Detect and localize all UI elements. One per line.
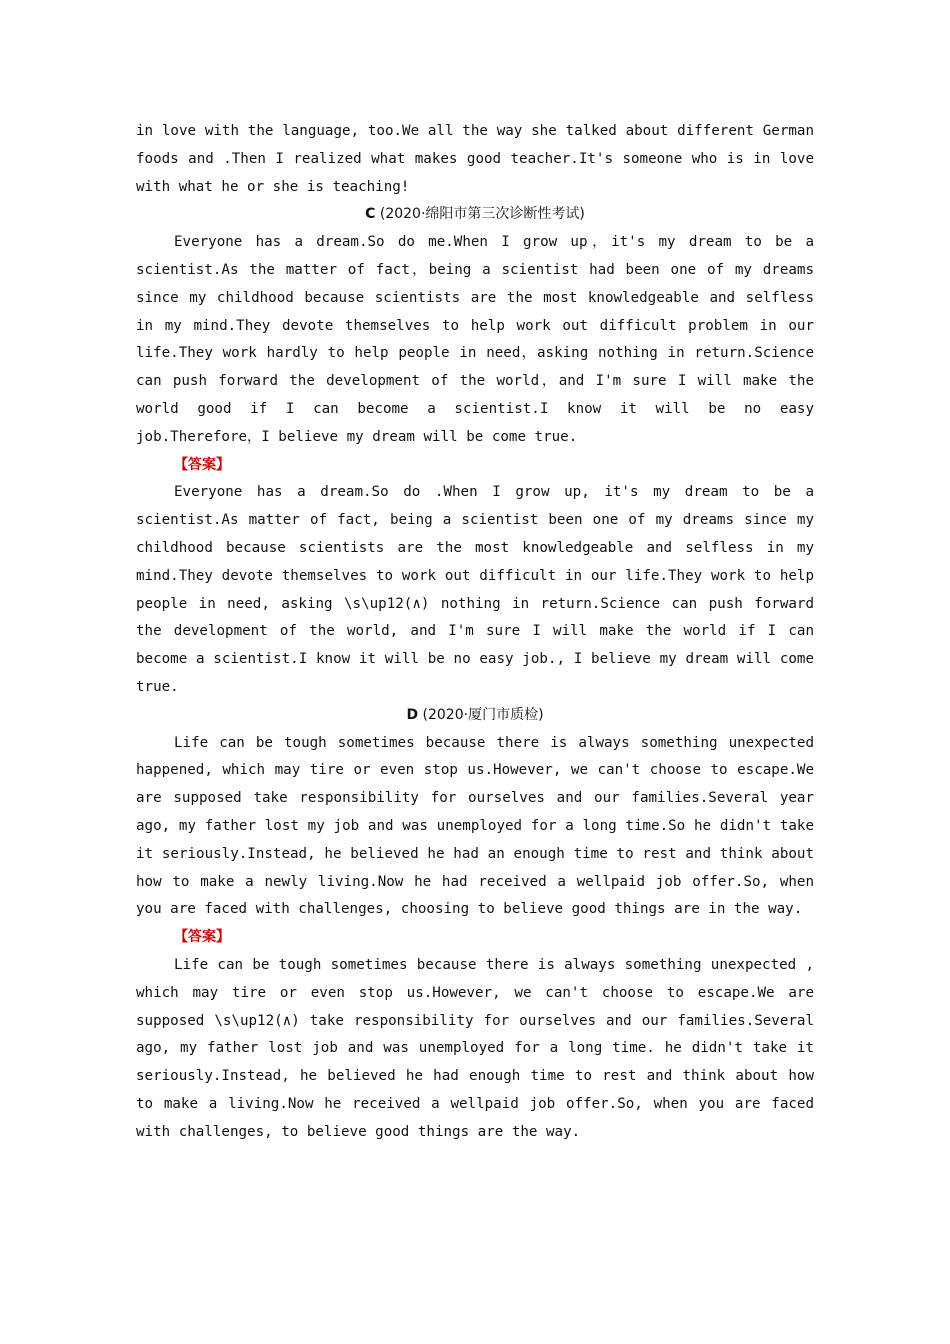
document-page <box>136 118 814 1146</box>
section-c-heading <box>136 201 814 229</box>
section-d-answer-label: 【答案】 <box>174 929 230 946</box>
section-c-answer-label: 【答案】 <box>174 456 230 473</box>
section-c-source: (2020·绵阳市第三次诊断性考试) <box>379 206 585 223</box>
section-d-answer: Life can be tough sometimes because there is always something unexpected , which may tire or even stop us.However, we can't choose to escape.We are supposed \s\up12(∧) take responsibility for ourselves and our families.Several ago, my father lost job and was unemployed for a long time. he didn't take it seriously.Instead, he believed he had enough time to rest and think about how to make a living.Now he received a wellpaid job offer.So, when you are faced with challenges, to believe good things are the way. <box>136 956 814 1140</box>
section-d-heading <box>136 702 814 730</box>
section-d-source: (2020·厦门市质检) <box>422 706 544 723</box>
section-d-letter: D <box>406 706 419 723</box>
section-c-answer: Everyone has a dream.So do .When I grow up, it's my dream to be a scientist.As matter of fact, being a scientist been one of my dreams since my childhood because scientists are the most knowledgeable and selfless in my mind.They devote themselves to work out difficult in our life.They work to help people in need, asking \s\up12(∧) nothing in return.Science can push forward the development of the world, and I'm sure I will make the world if I can become a scientist.I know it will be no easy job., I believe my dream will come true. <box>136 484 814 695</box>
section-c-passage: Everyone has a dream.So do me.When I grow up，it's my dream to be a scientist.As the matter of fact，being a scientist had been one of my dreams since my childhood because scientists are the most knowledgeable and selfless in my mind.They devote themselves to help work out difficult problem in our life.They work hardly to help people in need，asking nothing in return.Science can push forward the development of the world，and I'm sure I will make the world good if I can become a scientist.I know it will be no easy job.Therefore，I believe my dream will be come true. <box>136 234 814 445</box>
intro-paragraph: in love with the language, too.We all the way she talked about different German foods and .Then I realized what makes good teacher.It's someone who is in love with what he or she is teaching! <box>136 123 814 195</box>
section-c-letter: C <box>365 206 376 223</box>
section-d-passage: Life can be tough sometimes because there is always something unexpected happened, which may tire or even stop us.However, we can't choose to escape.We are supposed take responsibility for ourselves and our families.Several year ago, my father lost my job and was unemployed for a long time.So he didn't take it seriously.Instead, he believed he had an enough time to rest and think about how to make a newly living.Now he had received a wellpaid job offer.So, when you are faced with challenges, choosing to believe good things are in the way. <box>136 734 814 918</box>
